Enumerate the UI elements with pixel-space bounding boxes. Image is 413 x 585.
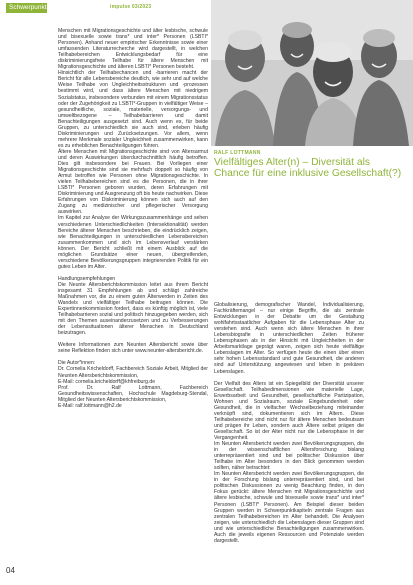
paragraph: Hinsichtlich der Teilhabechancen und -barrieren macht der Bericht für alle Lebensbereiche deutlich, wie sehr und auf welche Weise Teilhabe von Ungleichheitsstrukturen und -prozessen bestimmt wird, und dass ältere Menschen mit niedrigem Sozialstatus, insbesondere verbunden mit einem Migrationsstatus oder der Zugehörigkeit zu LSBTI*-Gruppen in vielfältiger Weise – gesundheitliche, soziale, materielle, versorgungs- und umweltbezogene – Teilhabebarrieren und damit Benachteiligungen ausgesetzt sind. Auch wenn es, für beide Gruppen, zu unterschiedlich sie auch sind, erleben häufig Diskriminierungen und Zurücksetzungen. Vor allem, wenn mehrere Merkmale sozialer Ungleichheit zusammenwirken, kann es zu erheblichen Benachteiligungen führen. <box>58 70 208 149</box>
paragraph: Ältere Menschen mit Migrationsgeschichte sind von Altersarmut und deren Auswirkungen überdurchschnittlich häufig betroffen. Dies gilt insbesondere bei Frauen. Bei Vorliegen einer Migrationsgeschichte sind sie mehrfach doppelt so häufig von Armut betroffen wie Personen ohne Migrationsgeschichte. In vielen Teilhabebereichen sind es die Personen, die in ihrer LSBTI* Personen geboren wurden, deren Erfahrungen mit Diskriminierung und Ausgrenzung oft bis heute nachwirken. Diese Erfahrungen von Diskriminierung können sich auch auf den Zugang zu medizinischer und pflegerischer Versorgung auswirken. <box>58 148 208 216</box>
paragraph: Globalisierung, demografischer Wandel, Individualisierung, Fachkräftemangel – nur einige Begriffe, die als zentrale Entwicklungen in der Debatte um die Gestaltung wohlfahrtsstaatlicher Aufgaben für die Lebensphase Alter zu verstehen sind. Auch wenn sich ältere Menschen in ihrer Lebensbiografie in unterschiedlichen Zeiten früherer Lebensphasen als in der Hinsicht mit Ungleichheiten in der Arbeitsmarktlage geprägt waren, zeigen sich heute vielfältige Lebenslagen im Alter. So verfügen heute die einen über einen sehr hohen Lebensstandard und gute Gesundheit, die anderen sind auf Unterstützung angewiesen und leben in prekären Lebenslagen. <box>214 302 364 375</box>
author-info-line: Dr. Cornelia Kricheldorff, Fachbereich Soziale Arbeit, Mitglied der Neunten Altersberichtskommission, <box>58 366 208 379</box>
paragraph: Im Neunten Altersbericht werden zwei Bevölkerungsgruppen, die in der wissenschaftlichen Altersforschung bislang unterrepräsentiert sind und bei politischer Diskussion über Teilhabe im Alter besonders in den Blick genommen werden sollten, näher betrachtet: <box>214 441 364 472</box>
paragraph: Der Vielfalt des Alters ist ein Spiegelbild der Diversität unserer Gesellschaft. Teilhabedimensionen wie materielle Lage, Erwerbsarbeit und Gesundheit, gesellschaftliche Partizipation, Wohnen und Sozialraum, soziale Eingebundenheit oder Gesundheit, die in vielfacher Wechselbeziehung miteinander verknüpft sind, dokumentieren sich im Altern. Diese Teilhabebereiche sind nicht nur für ältere Menschen bedeutsam und prägen ihr Leben, sondern auch Ältere selbst prägen die Gesellschaft. So ist der Alter nicht nur die Lebensphase in der Vergangenheit. <box>214 380 364 441</box>
author-email-link[interactable]: E-Mail: ralf.lottmann@h2.de <box>58 402 122 409</box>
photo-illustration <box>211 0 413 146</box>
article-author: RALF LOTTMANN <box>214 150 261 156</box>
author-info <box>58 360 208 408</box>
issue-label: impulse 03/2023 <box>110 4 152 10</box>
paragraph: Im Kapitel zur Analyse der Wirkungszusammenhänge und sehen verschiedenen Unterschiedlichkeiten (Intersektionalität) werden Bereiche älterer Menschen beschrieben, die eindrücklich zeigen, wie Benachteiligungen in unterschiedlichen Lebensbereichen zusammenkommen und sich im Lebensverlauf verstärken können. Der Bericht schließt mit einem Ausblick auf die möglichen Grundsätze einer neuen, übergreifenden, verschiedene Bevölkerungsgruppen integrierenden Politik für ein gutes Leben im Alter. <box>58 215 208 270</box>
section-label: Schwerpunkt <box>6 3 47 13</box>
author-info-line: Prof. Dr. Ralf Lottmann, Fachbereich Gesundheitswissenschaften, Hochschule Magdeburg-Stendal, Mitglied der Neunten Altersberichtskommission, <box>58 384 208 403</box>
seniors-photo <box>211 0 413 146</box>
paragraph: Menschen mit Migrationsgeschichte und älter lesbische, schwule und bisexuelle sowie trans* und inter* Personen (LSBTI* Personen). Anhand neuer empirischer Erkenntnisse sowie einer umfassenden Literaturrecherche wird dargestellt, in welchen Teilhabebereichen Entwicklungsbedarf für eine diskriminierungsfreie Teilhabe für ältere Menschen mit Migrationsgeschichte und älteren LSBTI* Personen besteht. <box>58 28 208 71</box>
author-info-heading: Die Autor*innen: <box>58 360 96 367</box>
article-title: Vielfältiges Alter(n) – Diversität als Chance für eine inklusive Gesellschaft(?) <box>214 157 402 180</box>
author-email-link[interactable]: E-Mail: cornelia.kricheldorff@khfreiburg.de <box>58 378 156 385</box>
paragraph: Weitere Informationen zum Neunten Altersbericht sowie über seine Reflektion finden sich unter www.neunter-altersbericht.de. <box>58 342 208 355</box>
page-number: 04 <box>6 566 15 575</box>
subheading: Handlungsempfehlungen <box>58 275 116 282</box>
right-text-column <box>214 302 364 557</box>
left-text-column <box>58 28 208 578</box>
paragraph: Im Neunten Altersbericht werden zwei Bevölkerungsgruppen, die in der Forschung bislang unterrepräsentiert sind, und bei politischen Diskussionen zu wenig Beachtung finden, in den Fokus gerückt: ältere Menschen mit Migrationsgeschichte und ältere lesbische, schwule und bisexuelle sowie trans* und inter* Personen (LSBTI* Personen). Am Beispiel dieser beiden Gruppen werden in Schwerpunktkapiteln zentrale Fragen aus zentralen Teilhabebereichen im Alter behandelt. Die Analysen zeigen, wie unterschiedlich die Lebenslagen dieser Gruppen sind und wie unterschiedliche Benachteiligungen zusammenwirken. Auch die jeweils eigenen Ressourcen und Potenziale werden dargestellt. <box>214 471 364 544</box>
paragraph: Die Neunte Altersberichtskommission leitet aus ihrem Bericht insgesamt 31 Empfehlungen ab und schlägt zahlreiche Maßnahmen vor, die zu einem guten Älterwerden in Zeiten des Wandels und vielfältiger Teilhabe beitragen können. Die Expertinnenkommission fordert, dass es künftig möglich ist, viele Teilhabebarrieren sozial und politisch hinzugegeben werden, sich mit den Themen auseinanderzusetzen und zu Verbesserungen der Lebenssituationen älterer Menschen in Deutschland beizutragen. <box>58 281 208 337</box>
